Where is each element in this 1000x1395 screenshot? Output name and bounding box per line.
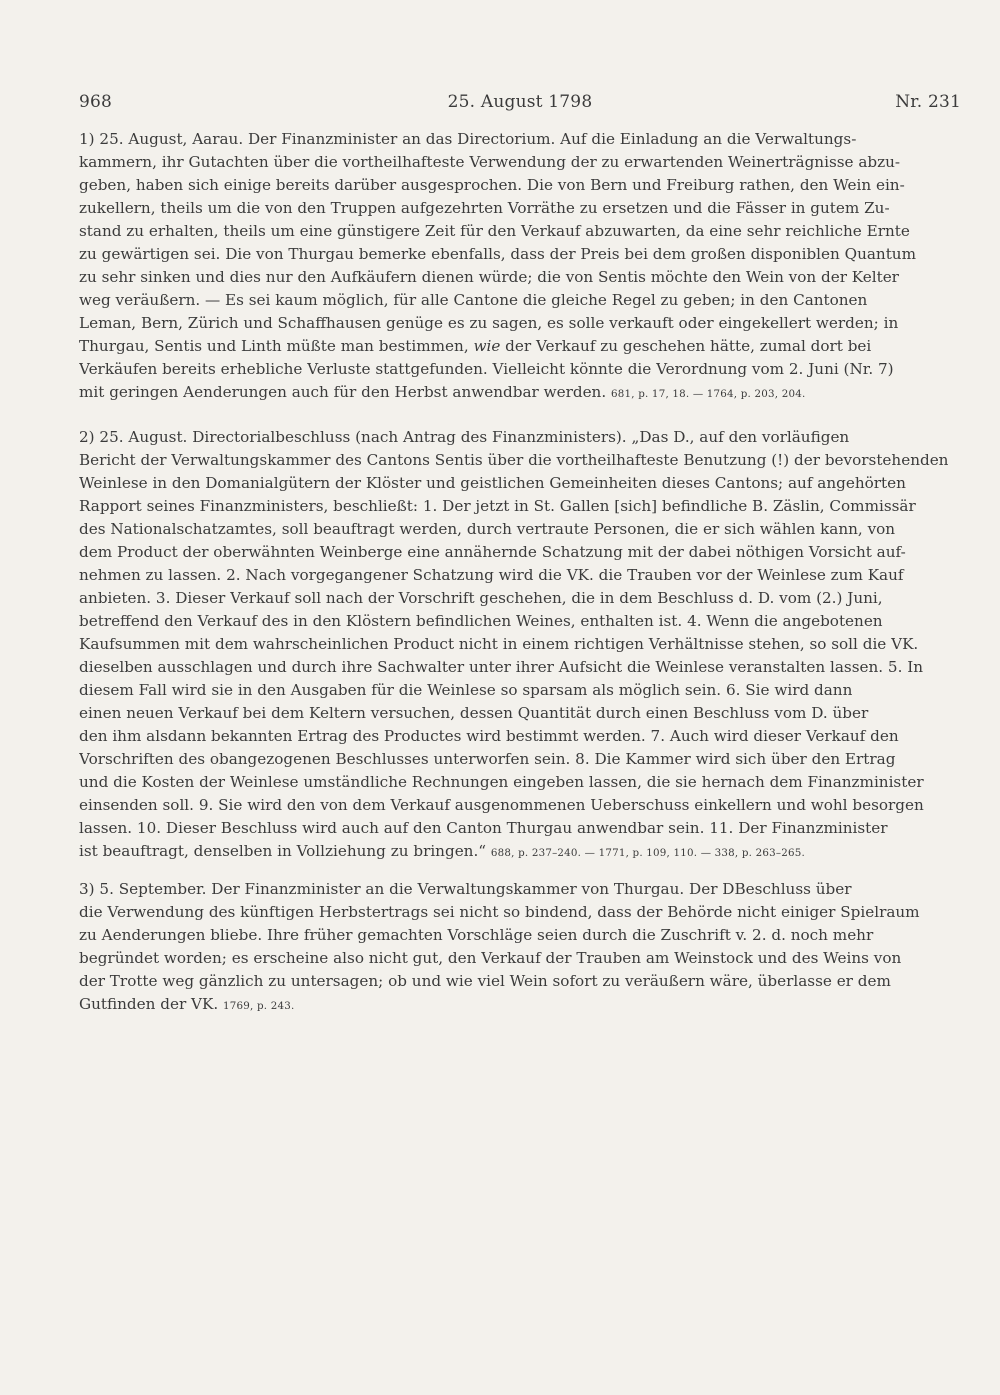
paragraph-3 (79, 878, 961, 1018)
paragraph-line: Weinlese in den Domanialgütern der Klöster und geistlichen Gemeinheiten dieses Cantons; auf angehörten (79, 474, 906, 492)
show-through-line (420, 1053, 960, 1079)
show-through-line (420, 1101, 960, 1127)
paragraph-text: Gutfinden der VK. (79, 995, 219, 1013)
paragraph-text: Thurgau, Sentis und Linth müßte man bestimmen, (79, 337, 469, 355)
paragraph-2 (79, 426, 961, 865)
paragraph-line: einen neuen Verkauf bei dem Keltern versuchen, dessen Quantität durch einen Beschluss vom D. über (79, 704, 869, 722)
paragraph-line: zu gewärtigen sei. Die von Thurgau bemerke ebenfalls, dass der Preis bei dem großen disponiblen Quantum (79, 245, 916, 263)
paragraph-line-with-italic (79, 335, 961, 358)
paragraph-line: betreffend den Verkauf des in den Klöstern befindlichen Weines, enthalten ist. 4. Wenn die angebotenen (79, 612, 883, 630)
paragraph-line: Vorschriften des obangezogenen Beschlusses unterworfen sein. 8. Die Kammer wird sich über den Ertrag (79, 750, 896, 768)
paragraph-line-with-reference (79, 840, 961, 865)
paragraph-line: Bericht der Verwaltungskammer des Cantons Sentis über die vortheilhafteste Benutzung (!) der bevorstehenden (79, 451, 949, 469)
paragraph-line: 3) 5. September. Der Finanzminister an die Verwaltungskammer von Thurgau. Der DBeschluss über (79, 880, 852, 898)
paragraph-line: dieselben ausschlagen und durch ihre Sachwalter unter ihrer Aufsicht die Weinlese veranstalten lassen. 5. In (79, 658, 924, 676)
paragraph-line: stand zu erhalten, theils um eine günstigere Zeit für den Verkauf abzuwarten, da eine sehr reichliche Ernte (79, 222, 910, 240)
source-reference: 1769, p. 243. (223, 1000, 295, 1012)
paragraph-line: Leman, Bern, Zürich und Schaffhausen genüge es zu sagen, es solle verkauft oder eingekellert werden; in (79, 314, 899, 332)
show-through-line (420, 1029, 960, 1055)
paragraph-text: ist beauftragt, denselben in Vollziehung zu bringen.“ (79, 842, 487, 860)
page-date: 25. August 1798 (447, 92, 593, 112)
page-header (79, 92, 961, 120)
paragraph-line: zu Aenderungen bliebe. Ihre früher gemachten Vorschläge seien durch die Zuschrift v. 2. d. noch mehr (79, 926, 874, 944)
paragraph-line: weg veräußern. — Es sei kaum möglich, für alle Cantone die gleiche Regel zu geben; in den Cantonen (79, 291, 868, 309)
show-through-texture (420, 1029, 960, 1161)
paragraph-line: dem Product der oberwähnten Weinberge eine annähernde Schatzung mit der dabei nöthigen Vorsicht auf- (79, 543, 906, 561)
paragraph-line: geben, haben sich einige bereits darüber ausgesprochen. Die von Bern und Freiburg rathen, den Wein ein- (79, 176, 905, 194)
paragraph-line: den ihm alsdann bekannten Ertrag des Productes wird bestimmt werden. 7. Auch wird dieser Verkauf den (79, 727, 899, 745)
paragraph-line: Verkäufen bereits erhebliche Verluste stattgefunden. Vielleicht könnte die Verordnung vom 2. Juni (Nr. 7) (79, 360, 894, 378)
paragraph-line: 2) 25. August. Directorialbeschluss (nach Antrag des Finanzministers). „Das D., auf den vorläufigen (79, 428, 850, 446)
paragraph-line: des Nationalschatzamtes, soll beauftragt werden, durch vertraute Personen, die er sich wählen kann, von (79, 520, 896, 538)
page-number: 968 (79, 92, 113, 112)
paragraph-line: begründet worden; es erscheine also nicht gut, den Verkauf der Trauben am Weinstock und des Weins von (79, 949, 902, 967)
paragraph-line: zu sehr sinken und dies nur den Aufkäufern dienen würde; die von Sentis möchte den Wein von der Kelter (79, 268, 899, 286)
entry-number: Nr. 231 (895, 92, 961, 112)
show-through-line (420, 1125, 960, 1151)
paragraph-text: mit geringen Aenderungen auch für den Herbst anwendbar werden. (79, 383, 607, 401)
paragraph-line: lassen. 10. Dieser Beschluss wird auch auf den Canton Thurgau anwendbar sein. 11. Der Finanzminister (79, 819, 888, 837)
paragraph-text: der Verkauf zu geschehen hätte, zumal dort bei (505, 337, 872, 355)
paragraph-line: nehmen zu lassen. 2. Nach vorgegangener Schatzung wird die VK. die Trauben vor der Weinlese zum Kauf (79, 566, 904, 584)
paragraph-1 (79, 128, 961, 406)
paragraph-line: Rapport seines Finanzministers, beschließt: 1. Der jetzt in St. Gallen [sich] befindliche B. Zäslin, Commissär (79, 497, 916, 515)
source-reference: 688, p. 237–240. — 1771, p. 109, 110. — 338, p. 263–265. (490, 847, 805, 859)
paragraph-line: einsenden soll. 9. Sie wird den von dem Verkauf ausgenommenen Ueberschuss einkellern und wohl besorgen (79, 796, 924, 814)
paragraph-line: diesem Fall wird sie in den Ausgaben für die Weinlese so sparsam als möglich sein. 6. Sie wird dann (79, 681, 853, 699)
italic-word: wie (473, 337, 501, 355)
paragraph-line: der Trotte weg gänzlich zu untersagen; ob und wie viel Wein sofort zu veräußern wäre, überlasse er dem (79, 972, 891, 990)
paragraph-line-with-reference (79, 381, 961, 406)
paragraph-line-with-reference (79, 993, 961, 1018)
paragraph-line: anbieten. 3. Dieser Verkauf soll nach der Vorschrift geschehen, die in dem Beschluss d. D. vom (2.) Juni, (79, 589, 883, 607)
paragraph-line: 1) 25. August, Aarau. Der Finanzminister an das Directorium. Auf die Einladung an die Verwaltungs- (79, 130, 857, 148)
show-through-line (420, 1077, 960, 1103)
paragraph-line: und die Kosten der Weinlese umständliche Rechnungen eingeben lassen, die sie hernach dem Finanzminister (79, 773, 924, 791)
paragraph-line: Kaufsummen mit dem wahrscheinlichen Product nicht in einem richtigen Verhältnisse stehen, so soll die VK. (79, 635, 919, 653)
paragraph-line: kammern, ihr Gutachten über die vortheilhafteste Verwendung der zu erwartenden Weinerträgnisse abzu- (79, 153, 901, 171)
paragraph-line: zukellern, theils um die von den Truppen aufgezehrten Vorräthe zu ersetzen und die Fässer in gutem Zu- (79, 199, 890, 217)
paragraph-line: die Verwendung des künftigen Herbstertrags sei nicht so bindend, dass der Behörde nicht einiger Spielraum (79, 903, 920, 921)
source-reference: 681, p. 17, 18. — 1764, p. 203, 204. (611, 388, 806, 400)
